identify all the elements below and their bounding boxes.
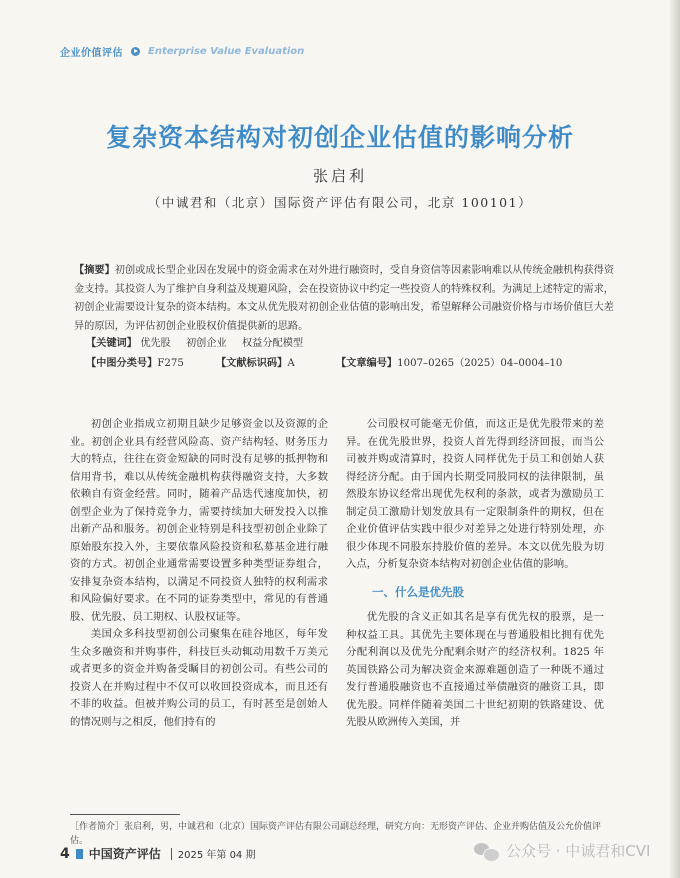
footer-divider <box>171 848 172 860</box>
abstract <box>74 262 614 336</box>
wechat-watermark <box>474 840 650 861</box>
footnote-divider <box>70 814 180 815</box>
body-column-left <box>70 416 328 731</box>
classification-line <box>86 354 562 369</box>
author-affiliation: （中诚君和（北京）国际资产评估有限公司，北京 100101） <box>147 195 533 210</box>
body-paragraph: 初创企业指成立初期且缺少足够资金以及资源的企业。初创企业具有经营风险高、资产结构轻、财务压力大的特点，往往在资金短缺的同时没有足够的抵押物和信用背书，难以从传统金融机构获得融资支持，大多数依赖自有资金经营。同时，随着产品迭代速度加快，初创型企业为了保持竞争力，需要持续加大研发投入以推出新产品和服务。初创企业特别是科技型初创企业除了原始股东投入外，主要依靠风险投资和私募基金进行融资的方式。初创企业通常需要设置多种类型证券组合，安排复杂资本结构，以满足不同投资人独特的权利需求和风险偏好要求。在不同的证券类型中，常见的有普通股、优先股、员工期权、认股权证等。 <box>70 418 328 623</box>
section-label: 企业价值评估 <box>60 48 123 59</box>
keywords <box>86 334 315 349</box>
author-footnote: ［作者简介］张启利，男，中诚君和（北京）国际资产评估有限公司副总经理，研究方向：无形资产评估、企业并购估值及公允价值评估。 <box>70 822 602 846</box>
keywords-label: 【关键词】 <box>86 338 137 349</box>
article-number: 【文章编号】1007–0265（2025）04–0004–10 <box>336 358 563 369</box>
body-paragraph: 优先股的含义正如其名是享有优先权的股票，是一种权益工具。其优先主要体现在与普通股相比拥有优先分配利润以及优先分配剩余财产的经济权利。1825 年英国铁路公司为解决资金来源难题创造了一种既不通过发行普通股融资也不直接通过举债融资的融资工具，即优先股。同样伴随着美国二十世纪初期的铁路建设、优先股从欧洲传入美国，并 <box>346 611 604 728</box>
abstract-text: 初创或成长型企业因在发展中的资金需求在对外进行融资时，受自身资信等因素影响难以从传统金融机构获得资金支持。其投资人为了维护自身利益及规避风险，会在投资协议中约定一些投资人的特殊权利。为满足上述特定的需求，初创企业需要设计复杂的资本结构。本文从优先股对初创企业估值的影响出发，希望解释公司融资价格与市场价值巨大差异的原因，为评估初创企业股权价值提供新的思路。 <box>74 265 615 332</box>
keyword: 优先股 <box>140 338 171 349</box>
watermark-text: 公众号 · 中诚君和CVI <box>506 842 651 860</box>
page-footer <box>60 845 255 862</box>
abstract-label: 【摘要】 <box>74 265 115 276</box>
keyword: 权益分配模型 <box>242 338 304 349</box>
page-edge-shadow <box>670 0 680 878</box>
running-header <box>60 44 304 59</box>
keyword: 初创企业 <box>186 338 227 349</box>
issue-label: 2025 年第 04 期 <box>177 850 256 861</box>
section-label-english: Enterprise Value Evaluation <box>148 46 305 57</box>
body-paragraph: 公司股权可能毫无价值，而这正是优先股带来的差异。在优先股世界，投资人首先得到经济回报，而当公司被并购或清算时，投资人同样优先于员工和创始人获得经济分配。由于国内长期受同股同权的法律限制，虽然股东协议经常出现优先权利的条款，或者为激励员工制定员工激励计划发放具有一定限制条件的期权，但在企业价值评估实践中很少对差异之处进行特别处理，亦很少体现不同股东持股价值的差异。本文以优先股为切入点，分析复杂资本结构对初创企业估值的影响。 <box>346 418 604 570</box>
journal-name: 中国资产评估 <box>88 847 161 861</box>
wechat-icon <box>474 841 500 861</box>
body-paragraph: 美国众多科技型初创公司聚集在硅谷地区，每年发生众多融资和并购事件，科技巨头动辄动用数千万美元或者更多的资金并购备受瞩目的初创公司。有些公司的投资人在并购过程中不仅可以收回投资成本，而且还有不菲的收益。但被并购公司的员工，有时甚至是创始人的情况则与之相反，他们持有的 <box>70 628 328 728</box>
article-title: 复杂资本结构对初创企业估值的影响分析 <box>105 123 574 152</box>
body-column-right <box>346 416 604 732</box>
author-name: 张启利 <box>312 167 367 185</box>
page-number: 4 <box>60 845 70 862</box>
section-heading: 一、什么是优先股 <box>372 584 464 599</box>
footer-marker <box>76 849 83 859</box>
clc-number: 【中图分类号】F275 <box>86 358 184 369</box>
document-code: 【文献标识码】A <box>216 358 295 369</box>
arrow-bullet-icon <box>131 47 140 56</box>
